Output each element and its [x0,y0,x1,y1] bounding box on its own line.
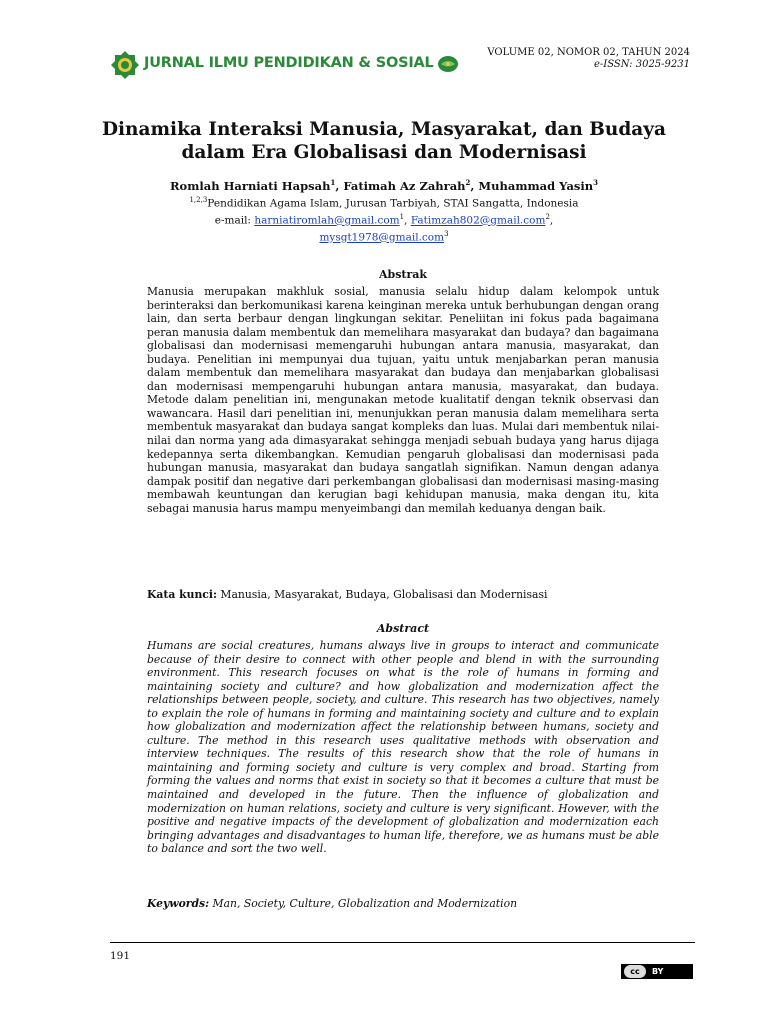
email-link[interactable]: Fatimzah802@gmail.com [410,214,546,227]
abstrak-heading: Abstrak [378,268,428,281]
affiliation-sup: 1,2,3 [189,196,208,204]
journal-header [110,45,690,85]
abstrak-body: Manusia merupakan makhluk sosial, manusia selalu hidup dalam kelompok untuk berinteraksi dan berkomunikasi karena keinginan mereka untuk berhubungan dengan orang lain, dan serta berbaur dengan lingkungan sekitar. Peneliitan ini fokus pada bagaimana peran manusia dalam membentuk dan memelihara masyarakat dan budaya? dan bagaimana globalisasi dan modernisasi memengaruhi hubungan antara manusia, masyarakat, dan budaya. Penelitian ini mempunyai dua tujuan, yaitu untuk menjabarkan peran manusia dalam membentuk dan memelihara masyarakat dan budaya dan menjabarkan globalisasi dan modernisasi mempengaruhi hubungan antara manusia, masyarakat, dan budaya. Metode dalam penelitian ini, mengunakan metode kualitatif dengan teknik observasi dan wawancara. Hasil dari penelitian ini, menunjukkan peran manusia dalam memelihara serta membentuk masyarakat dan budaya sangat kompleks dan luas. Mulai dari membentuk nilai-nilai dan norma yang ada dimasyarakat sehingga menjadi sebuah budaya yang harus dijaga kedepannya serta dikembangkan. Kemudian pengaruh globalisasi dan modernisasi pada hubungan manusia, masyarakat dan budaya sangatlah signifikan. Namun dengan adanya dampak positif dan negative dari perkembangan globalisasi dan modernisasi masing-masing membawah keuntungan dan kerugian bagi kehidupan manusia, maka dengan itu, kita sebagai manusia harus mampu menyeimbangi dan memilah keduanya dengan baik. [147,285,659,515]
author-list: Romlah Harniati Hapsah$^1$, Fatimah Az Zahrah$^2$, Muhammad Yasin$^3$ [169,178,599,193]
title-line-2: dalam Era Globalisasi dan Modernisasi [181,142,587,163]
author-sup: 2 [465,178,471,187]
abstract-heading: Abstract [376,622,430,635]
abstrak-keywords [147,588,659,601]
affiliation-block [60,194,708,245]
leaf-logo-icon [437,53,459,75]
email-link[interactable]: harniatiromlah@gmail.com [254,214,400,227]
footer-rule [110,942,695,943]
cc-license-badge[interactable] [621,964,693,979]
email-sup: 2 [545,213,550,221]
keywords-text: Manusia, Masyarakat, Budaya, Globalisasi dan Modernisasi [220,588,548,601]
journal-emblem-icon [110,50,140,80]
keywords-label: Kata kunci: [147,588,217,601]
email-line: e-mail: harniatiromlah@gmail.com$^1$, Fatimzah802@gmail.com$^2$, [214,213,554,227]
author-name: Fatimah Az Zahrah [343,178,466,193]
issue-info [487,47,690,71]
article-title [100,118,668,164]
page-number: 191 [110,950,131,962]
issn-line: e-ISSN: 3025-9231 [594,59,690,70]
email-link[interactable]: mysgt1978@gmail.com [319,231,445,244]
email-line [60,228,708,245]
abstract-body: Humans are social creatures, humans always live in groups to interact and communicate because of their desire to connect with other people and blend in with the surrounding environment. This research focuses on what is the role of humans in forming and maintaining society and culture? and how globalization and modernization affect the relationships between people, society, and culture. This research has two objectives, namely to explain the role of humans in forming and maintaining society and culture and to explain how globalization and modernization affect the relationship between humans, society and culture. The method in this research uses qualitative methods with observation and interview techniques. The results of this research show that the role of humans in maintaining and forming society and culture is very complex and broad. Starting from forming the values and norms that exist in society so that it becomes a culture that must be maintained and developed in the future. Then the influence of globalization and modernization on human relations, society and culture is very significant. However, with the positive and negative impacts of the development of globalization and modernization each bringing advantages and disadvantages to human life, therefore, we as humans must be able to balance and sort the two well. [147,639,659,856]
title-line-1: Dinamika Interaksi Manusia, Masyarakat, dan Budaya [101,119,667,140]
email-sup: 1 [399,213,405,221]
keywords-label: Keywords: [147,897,210,910]
volume-line: VOLUME 02, NOMOR 02, TAHUN 2024 [487,47,690,58]
affiliation-text: Pendidikan Agama Islam, Jurusan Tarbiyah, STAI Sangatta, Indonesia [207,197,579,210]
cc-by-label: BY [652,967,664,976]
journal-name: JURNAL ILMU PENDIDIKAN & SOSIAL [144,55,434,71]
author-name: Muhammad Yasin [478,178,594,193]
author-sup: 3 [593,178,599,187]
author-name: Romlah Harniati Hapsah [169,178,331,193]
cc-logo-icon: cc [624,965,646,978]
email-label: e-mail: [214,214,255,227]
author-sup: 1 [330,178,336,187]
abstract-keywords [147,897,659,910]
affiliation [60,194,708,211]
keywords-text: Man, Society, Culture, Globalization and Modernization [212,897,518,910]
email-sup: 3 [444,230,449,238]
